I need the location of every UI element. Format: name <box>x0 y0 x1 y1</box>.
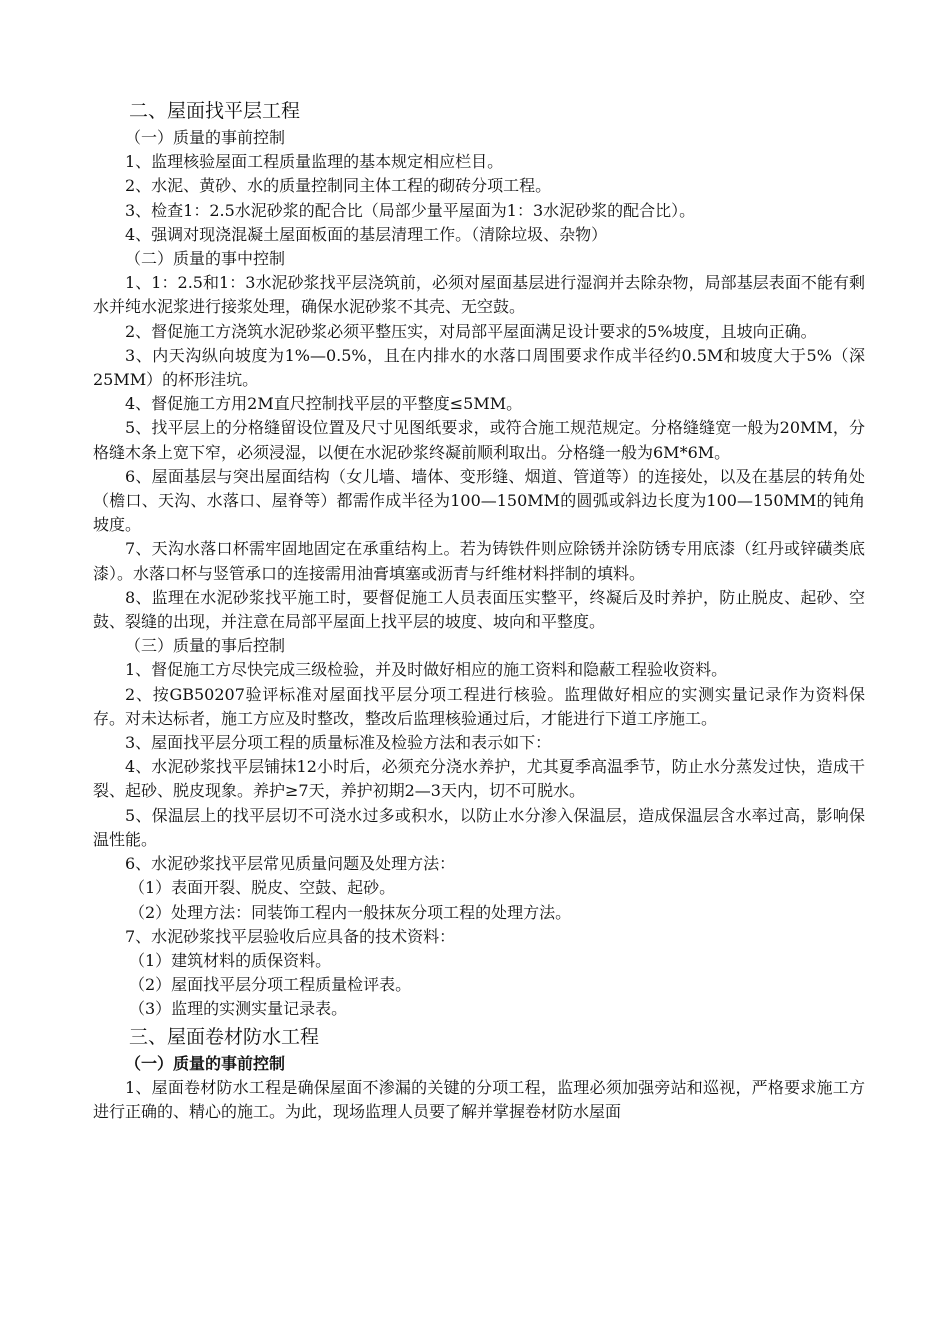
list-item: （1）建筑材料的质保资料。 <box>129 950 332 970</box>
paragraph: 3、屋面找平层分项工程的质量标准及检验方法和表示如下： <box>125 733 552 753</box>
subsection-heading: （三）质量的事后控制 <box>125 636 286 656</box>
section-title: 二、屋面找平层工程 <box>129 100 301 122</box>
paragraph: 8、监理在水泥砂浆找平施工时，要督促施工人员表面压实整平，终凝后及时养护，防止脱皮、起砂、空鼓、裂缝的出现，并注意在局部平屋面上找平层的坡度、坡向和平整度。 <box>93 587 865 632</box>
paragraph: 2、水泥、黄砂、水的质量控制同主体工程的砌砖分项工程。 <box>125 176 552 196</box>
paragraph: 1、屋面卷材防水工程是确保屋面不渗漏的关键的分项工程，监理必须加强旁站和巡视，严格要求施工方进行正确的、精心的施工。为此，现场监理人员要了解并掌握卷材防水屋面 <box>93 1077 865 1121</box>
list-item: （2）处理方法：同装饰工程内一般抹灰分项工程的处理方法。 <box>129 902 572 922</box>
paragraph: 4、强调对现浇混凝土屋面板面的基层清理工作。（清除垃圾、杂物） <box>125 224 608 244</box>
paragraph: 6、水泥砂浆找平层常见质量问题及处理方法： <box>125 854 456 874</box>
paragraph: 4、督促施工方用2M直尺控制找平层的平整度≤5MM。 <box>125 394 523 414</box>
subsection-heading: （一）质量的事前控制 <box>125 1053 286 1073</box>
paragraph: 4、水泥砂浆找平层铺抹12小时后，必须充分浇水养护，尤其夏季高温季节，防止水分蒸发过快，造成干裂、起砂、脱皮现象。养护≥7天，养护初期2—3天内，切不可脱水。 <box>93 757 865 801</box>
paragraph: 2、按GB50207验评标准对屋面找平层分项工程进行核验。监理做好相应的实测实量记录作为资料保存。对未达标者，施工方应及时整改，整改后监理核验通过后，才能进行下道工序施工。 <box>93 684 865 728</box>
paragraph: 3、内天沟纵向坡度为1%—0.5%，且在内排水的水落口周围要求作成半径约0.5M和坡度大于5%（深25MM）的杯形洼坑。 <box>93 345 865 390</box>
paragraph: 3、检查1：2.5水泥砂浆的配合比（局部少量平屋面为1：3水泥砂浆的配合比）。 <box>125 200 696 220</box>
subsection-heading: （二）质量的事中控制 <box>125 249 286 269</box>
paragraph: 1、监理核验屋面工程质量监理的基本规定相应栏目。 <box>125 152 504 172</box>
paragraph: 1、1：2.5和1：3水泥砂浆找平层浇筑前，必须对屋面基层进行湿润并去除杂物，局部基层表面不能有剩水并纯水泥浆进行接浆处理，确保水泥砂浆不其壳、无空鼓。 <box>93 273 865 317</box>
list-item: （2）屋面找平层分项工程质量检评表。 <box>129 975 412 995</box>
paragraph: 5、保温层上的找平层切不可浇水过多或积水，以防止水分渗入保温层，造成保温层含水率过高，影响保温性能。 <box>93 805 865 849</box>
paragraph: 2、督促施工方浇筑水泥砂浆必须平整压实，对局部平屋面满足设计要求的5%坡度，且坡向正确。 <box>125 321 817 341</box>
paragraph: 1、督促施工方尽快完成三级检验，并及时做好相应的施工资料和隐蔽工程验收资料。 <box>125 660 728 680</box>
list-item: （1）表面开裂、脱皮、空鼓、起砂。 <box>129 878 396 898</box>
paragraph: 6、屋面基层与突出屋面结构（女儿墙、墙体、变形缝、烟道、管道等）的连接处，以及在基层的转角处（檐口、天沟、水落口、屋脊等）都需作成半径为100—150MM的圆弧或斜边长度为100—150MM的钝角坡度。 <box>93 466 865 535</box>
document-page <box>93 96 865 1124</box>
section-title: 三、屋面卷材防水工程 <box>129 1025 320 1048</box>
paragraph: 5、找平层上的分格缝留设位置及尺寸见图纸要求，或符合施工规范规定。分格缝缝宽一般为20MM，分格缝木条上宽下窄，必须浸湿，以便在水泥砂浆终凝前顺利取出。分格缝一般为6M*6M。 <box>93 418 865 462</box>
paragraph: 7、天沟水落口杯需牢固地固定在承重结构上。若为铸铁件则应除锈并涂防锈专用底漆（红丹或锌磺类底漆）。水落口杯与竖管承口的连接需用油膏填塞或沥青与纤维材料拌制的填料。 <box>93 539 865 583</box>
paragraph: 7、水泥砂浆找平层验收后应具备的技术资料： <box>125 926 456 946</box>
list-item: （3）监理的实测实量记录表。 <box>129 999 348 1019</box>
subsection-heading: （一）质量的事前控制 <box>125 128 286 147</box>
